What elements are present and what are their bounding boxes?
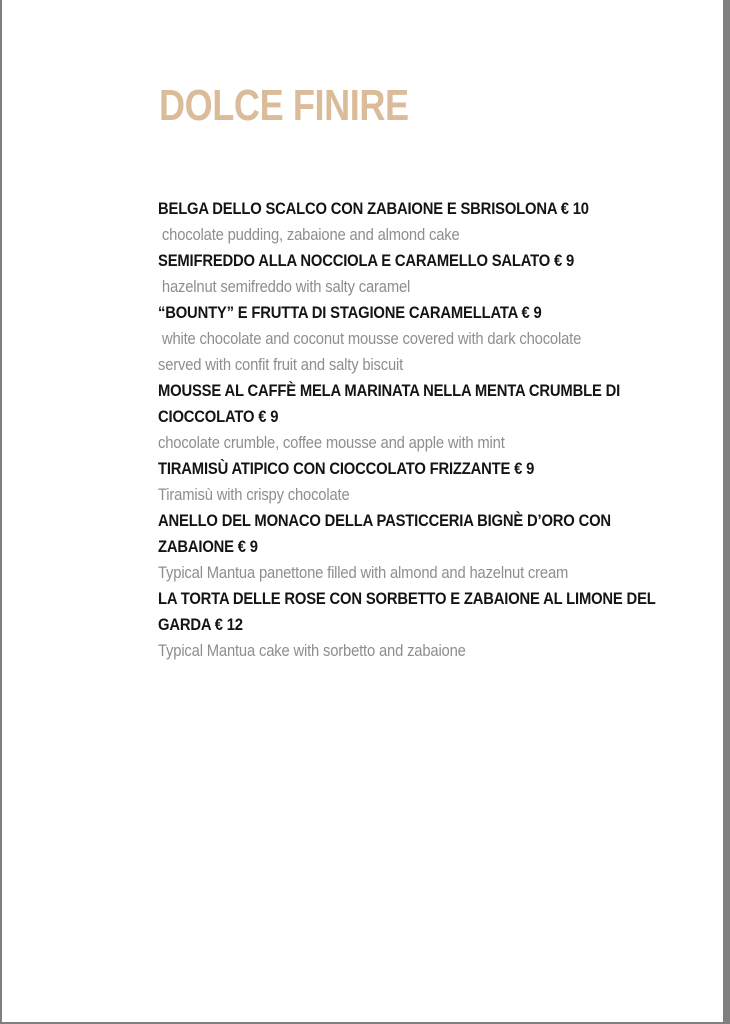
- menu-item: [158, 248, 658, 300]
- page-title: DOLCE FINIRE: [159, 81, 409, 130]
- dish-name: ZABAIONE € 9: [158, 537, 258, 556]
- dish-name: CIOCCOLATO € 9: [158, 407, 279, 426]
- menu-item: [158, 300, 658, 378]
- dish-name: LA TORTA DELLE ROSE CON SORBETTO E ZABAIONE AL LIMONE DEL: [158, 589, 656, 608]
- dish-description: Typical Mantua panettone filled with almond and hazelnut cream: [158, 563, 569, 582]
- dish-description: Typical Mantua cake with sorbetto and zabaione: [158, 641, 466, 660]
- menu-item: [158, 508, 658, 586]
- dish-name: BELGA DELLO SCALCO CON ZABAIONE E SBRISOLONA € 10: [158, 199, 589, 218]
- dish-name: GARDA € 12: [158, 615, 243, 634]
- menu-item: [158, 196, 658, 248]
- dish-name: TIRAMISÙ ATIPICO CON CIOCCOLATO FRIZZANTE € 9: [158, 459, 535, 478]
- menu-item: [158, 378, 658, 456]
- dish-description: chocolate crumble, coffee mousse and apple with mint: [158, 433, 505, 452]
- dish-name: ANELLO DEL MONACO DELLA PASTICCERIA BIGNÈ D’ORO CON: [158, 511, 611, 530]
- dish-description: chocolate pudding, zabaione and almond cake: [158, 225, 460, 244]
- menu-item: [158, 456, 658, 508]
- dish-description: hazelnut semifreddo with salty caramel: [158, 277, 411, 296]
- dish-name: SEMIFREDDO ALLA NOCCIOLA E CARAMELLO SALATO € 9: [158, 251, 575, 270]
- dessert-list: [158, 196, 658, 664]
- menu-item: [158, 586, 658, 664]
- dish-description: served with confit fruit and salty biscuit: [158, 355, 404, 374]
- dish-name: “BOUNTY” E FRUTTA DI STAGIONE CARAMELLATA € 9: [158, 303, 542, 322]
- dish-name: MOUSSE AL CAFFÈ MELA MARINATA NELLA MENTA CRUMBLE DI: [158, 381, 621, 400]
- dish-description: white chocolate and coconut mousse covered with dark chocolate: [158, 329, 582, 348]
- menu-page: [2, 0, 723, 1022]
- dish-description: Tiramisù with crispy chocolate: [158, 485, 350, 504]
